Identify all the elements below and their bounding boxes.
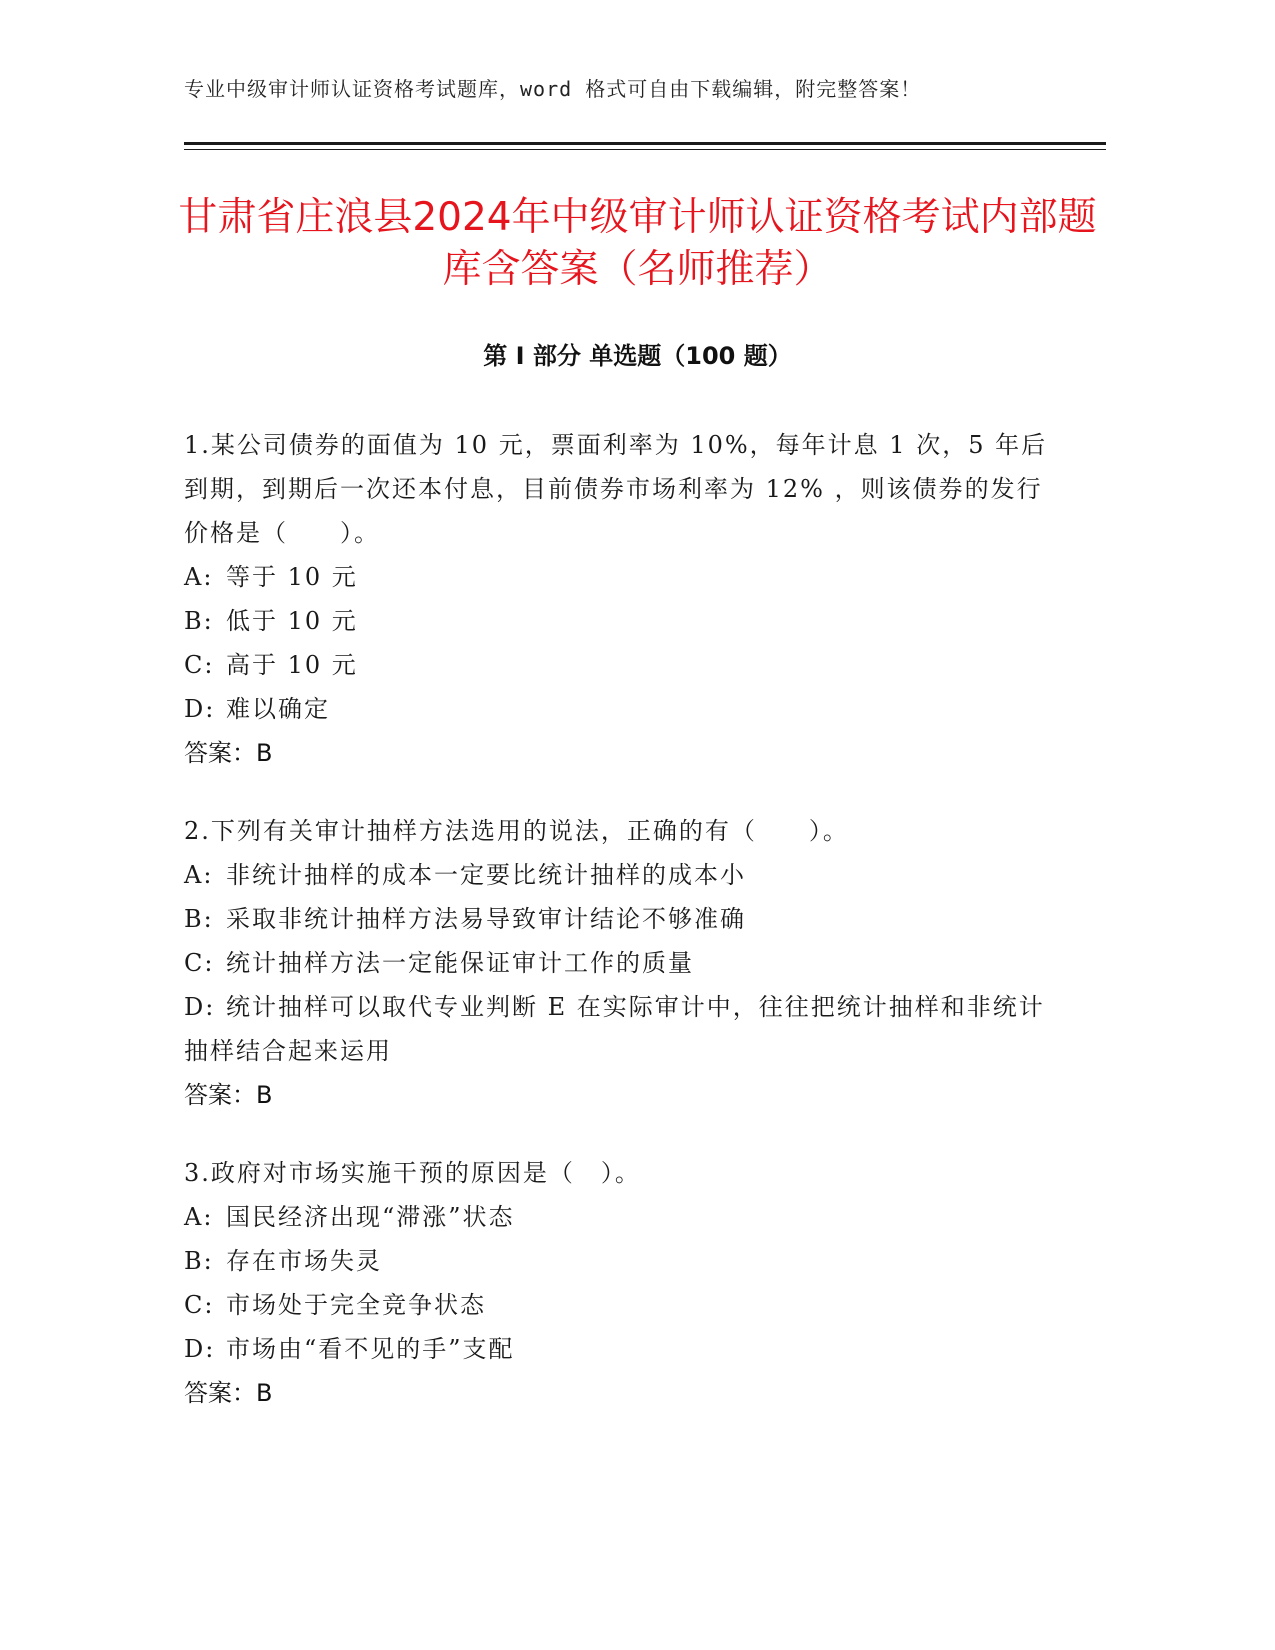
question-list [184, 423, 1064, 1449]
option-text: 高于 10 元 [226, 651, 358, 679]
option-text: 国民经济出现“滞涨”状态 [226, 1203, 515, 1231]
option-text: 非统计抽样的成本一定要比统计抽样的成本小 [226, 861, 746, 889]
option-text: 采取非统计抽样方法易导致审计结论不够准确 [226, 905, 746, 933]
question-3 [184, 1151, 1064, 1415]
option-letter: C: [184, 1291, 215, 1319]
question-stem: 1.某公司债券的面值为 10 元，票面利率为 10%，每年计息 1 次，5 年后到期，到期后一次还本付息，目前债券市场利率为 12% ，则该债券的发行价格是（ ）。 [184, 431, 1048, 547]
option-text: 难以确定 [226, 695, 330, 723]
option-a [184, 853, 1064, 897]
option-letter: C: [184, 949, 215, 977]
section-title: 第 I 部分 单选题（100 题） [483, 342, 792, 370]
option-letter: A: [184, 563, 214, 591]
option-c [184, 941, 1064, 985]
question-1 [184, 423, 1064, 775]
option-letter: D: [184, 695, 216, 723]
option-text: 存在市场失灵 [226, 1247, 382, 1275]
question-answer: 答案：B [184, 1379, 273, 1407]
header-note: 专业中级审计师认证资格考试题库，word 格式可自由下载编辑，附完整答案！ [184, 77, 922, 101]
option-letter: C: [184, 651, 215, 679]
option-letter: B: [184, 1247, 214, 1275]
option-text: 低于 10 元 [226, 607, 358, 635]
question-answer: 答案：B [184, 739, 273, 767]
option-d [184, 1327, 1064, 1371]
question-stem: 2.下列有关审计抽样方法选用的说法，正确的有（ ）。 [184, 817, 849, 845]
question-stem: 3.政府对市场实施干预的原因是（ ）。 [184, 1159, 641, 1187]
option-text: 市场处于完全竞争状态 [226, 1291, 486, 1319]
option-d [184, 985, 1064, 1073]
header-rule-thick [184, 142, 1106, 145]
question-answer: 答案：B [184, 1081, 273, 1109]
option-text: 市场由“看不见的手”支配 [226, 1335, 515, 1363]
option-text: 统计抽样方法一定能保证审计工作的质量 [226, 949, 694, 977]
option-letter: A: [184, 1203, 214, 1231]
option-a [184, 1195, 1064, 1239]
option-c [184, 1283, 1064, 1327]
option-b [184, 897, 1064, 941]
header-rule-thin [184, 149, 1106, 150]
option-d [184, 687, 1064, 731]
option-c [184, 643, 1064, 687]
option-letter: B: [184, 905, 214, 933]
option-a [184, 555, 1064, 599]
document-title: 甘肃省庄浪县2024年中级审计师认证资格考试内部题库含答案（名师推荐） [178, 195, 1097, 292]
option-letter: A: [184, 861, 214, 889]
option-text: 统计抽样可以取代专业判断 E 在实际审计中，往往把统计抽样和非统计抽样结合起来运用 [184, 993, 1045, 1065]
option-b [184, 1239, 1064, 1283]
option-letter: D: [184, 1335, 216, 1363]
option-letter: D: [184, 993, 216, 1021]
option-letter: B: [184, 607, 214, 635]
option-b [184, 599, 1064, 643]
question-2 [184, 809, 1064, 1117]
option-text: 等于 10 元 [226, 563, 358, 591]
